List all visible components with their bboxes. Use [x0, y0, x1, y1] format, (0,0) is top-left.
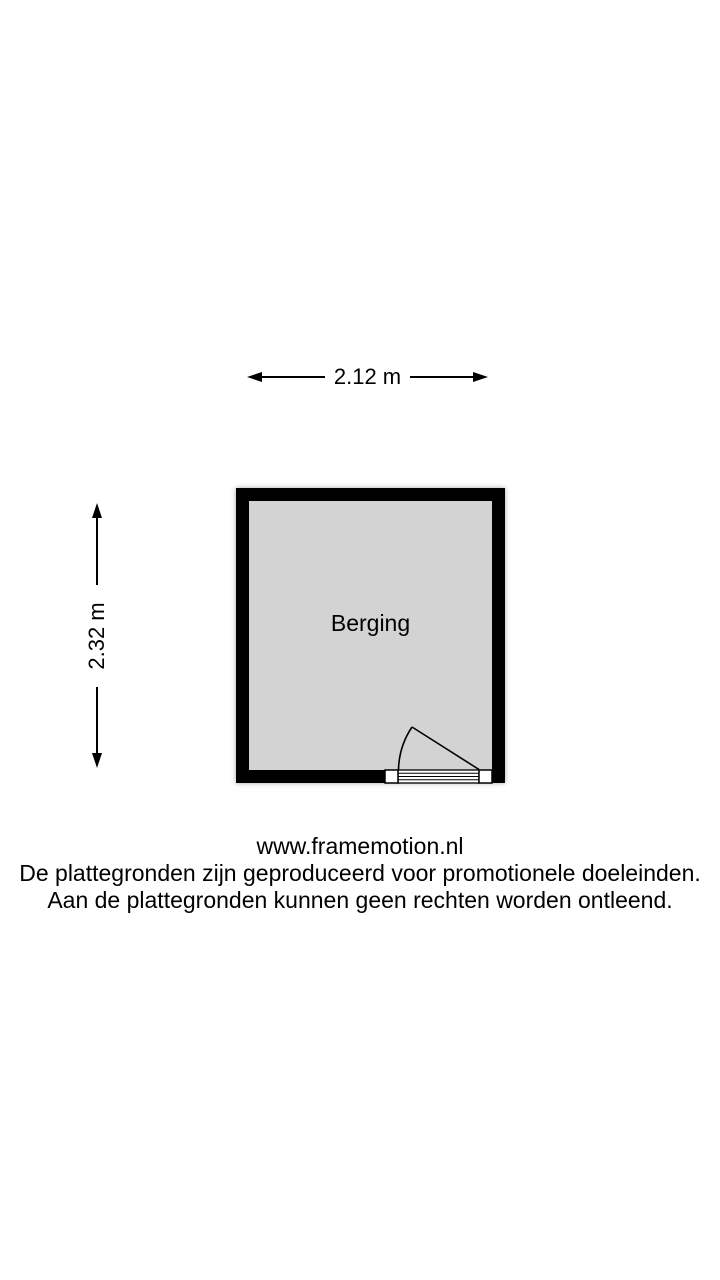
height-dimension: [86, 503, 108, 768]
door-jamb-right: [479, 770, 492, 783]
height-dimension-label: 2.32 m: [84, 601, 109, 670]
arrow-down-icon: [92, 753, 102, 768]
door-leaf: [412, 727, 479, 770]
dimension-line: [262, 376, 325, 378]
door-swing-arc: [399, 727, 413, 770]
room-label: Berging: [330, 610, 411, 636]
arrow-right-icon: [473, 372, 488, 382]
door-swing: [380, 690, 510, 790]
dimension-line: [410, 376, 473, 378]
dimension-line: [96, 687, 98, 754]
footer: [0, 833, 720, 914]
arrow-left-icon: [247, 372, 262, 382]
width-dimension-label: 2.12 m: [333, 364, 402, 389]
website-text: www.framemotion.nl: [256, 833, 464, 859]
width-dimension: [247, 366, 488, 388]
disclaimer-line: De plattegronden zijn geproduceerd voor promotionele doeleinden.: [19, 860, 701, 886]
door-jamb-left: [385, 770, 398, 783]
arrow-up-icon: [92, 503, 102, 518]
disclaimer-line: Aan de plattegronden kunnen geen rechten worden ontleend.: [47, 887, 673, 913]
dimension-line: [96, 518, 98, 585]
